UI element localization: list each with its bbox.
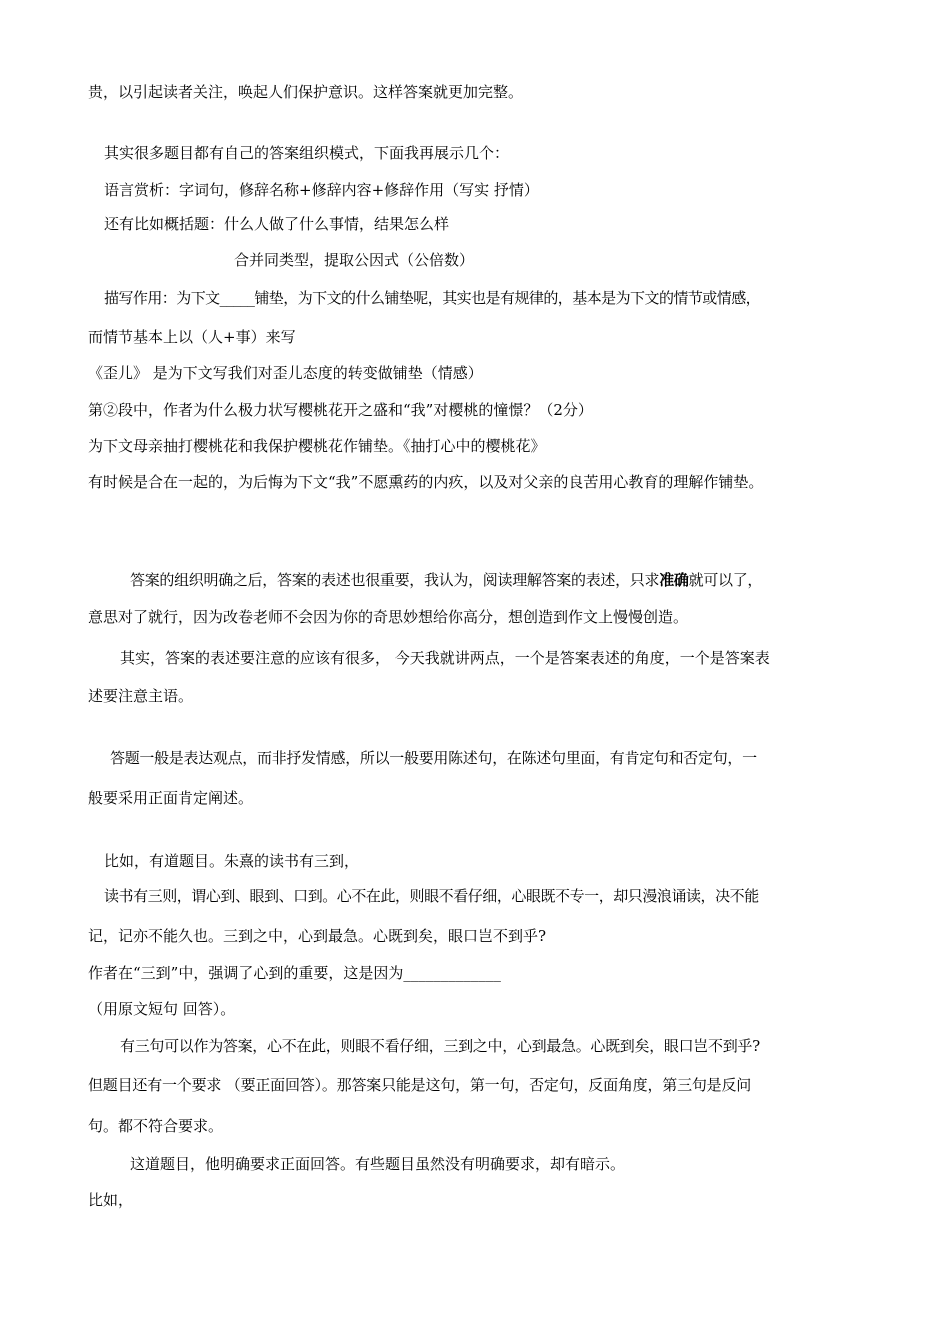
text-line: 其实很多题目都有自己的答案组织模式，下面我再展示几个： (104, 144, 510, 162)
text-line: 有三句可以作为答案，心不在此，则眼不看仔细，三到之中，心到最急。心既到矣，眼口岂不到乎? (120, 1037, 760, 1055)
text-line: 描写作用：为下文_____铺垫，为下文的什么铺垫呢，其实也是有规律的，基本是为下文的情节或情感， (104, 289, 761, 307)
text-line: （用原文短句 回答）。 (88, 1000, 236, 1018)
text-line: 为下文母亲抽打樱桃花和我保护樱桃花作铺垫。《抽打心中的樱桃花》 (88, 437, 546, 455)
text-line: 还有比如概括题：什么人做了什么事情，结果怎么样 (104, 215, 450, 233)
text-line: 记，记亦不能久也。三到之中，心到最急。心既到矣，眼口岂不到乎? (88, 927, 547, 945)
text-line: 有时候是合在一起的，为后悔为下文“我”不愿熏药的内疚，以及对父亲的良苦用心教育的理解作铺垫。 (88, 473, 764, 491)
text-line: 比如， (88, 1191, 134, 1209)
text-line: 述要注意主语。 (88, 687, 194, 705)
text-line: 其实，答案的表述要注意的应该有很多， 今天我就讲两点，一个是答案表述的角度，一个是答案表 (120, 649, 770, 667)
text-line: 《歪儿》 是为下文写我们对歪儿态度的转变做铺垫（情感） (88, 364, 483, 382)
text-line: 语言赏析：字词句，修辞名称+修辞内容+修辞作用（写实 抒情） (104, 181, 539, 199)
text-line: 第②段中，作者为什么极力状写樱桃花开之盛和“我”对樱桃的憧憬？（2分） (88, 401, 593, 419)
text-line: 句。都不符合要求。 (88, 1117, 224, 1135)
emphasis-text: 准确 (659, 571, 689, 589)
text-line: 但题目还有一个要求 （要正面回答）。那答案只能是这句，第一句，否定句，反面角度，第三句是反问 (88, 1076, 752, 1094)
text-line: 读书有三则，谓心到、眼到、口到。心不在此，则眼不看仔细，心眼既不专一，却只漫浪诵读，决不能 (104, 887, 759, 905)
text-line: 贵，以引起读者关注，唤起人们保护意识。这样答案就更加完整。 (88, 83, 524, 101)
text-line: 意思对了就行，因为改卷老师不会因为你的奇思妙想给你高分，想创造到作文上慢慢创造。 (88, 608, 689, 626)
text-line: 而情节基本上以（人+事）来写 (88, 328, 296, 346)
text-span: 就可以了， (688, 571, 763, 589)
text-line (130, 570, 762, 590)
text-line: 答题一般是表达观点，而非抒发情感，所以一般要用陈述句，在陈述句里面，有肯定句和否定句，一 (110, 749, 757, 767)
text-line: 作者在“三到”中，强调了心到的重要，这是因为_____________ (88, 964, 501, 982)
text-span: 答案的组织明确之后，答案的表述也很重要，我认为，阅读理解答案的表述，只求 (130, 571, 660, 589)
text-line: 般要采用正面肯定阐述。 (88, 789, 254, 807)
text-line: 这道题目，他明确要求正面回答。有些题目虽然没有明确要求，却有暗示。 (130, 1155, 626, 1173)
text-line: 比如，有道题目。朱熹的读书有三到， (104, 852, 360, 870)
text-line: 合并同类型，提取公因式（公倍数） (234, 251, 475, 269)
